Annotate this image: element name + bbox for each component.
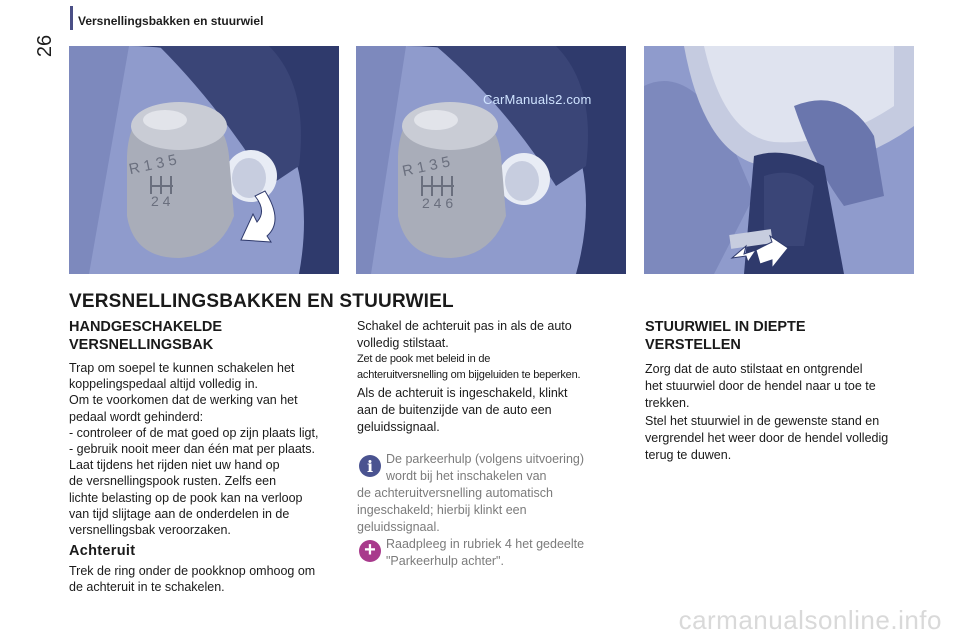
manual-gearbox-text <box>69 360 349 538</box>
knob1-marks: R 1 3 5 <box>127 151 179 179</box>
text-line: de achteruitversnelling automatisch <box>357 486 553 500</box>
text-line: Stel het stuurwiel in de gewenste stand en <box>645 413 880 428</box>
text-line: het stuurwiel door de hendel naar u toe te <box>645 379 876 394</box>
text-line: aan de buitenzijde van de auto een <box>357 403 552 417</box>
text-line: geluidssignaal. <box>357 420 440 434</box>
reverse-text <box>69 563 349 595</box>
text-line: Laat tijdens het rijden niet uw hand op <box>69 458 280 473</box>
header-bar <box>70 6 73 30</box>
knob2-marks: R 1 3 5 <box>400 153 452 181</box>
text-line: Trek de ring onder de pookknop omhoog om <box>69 564 316 578</box>
text-line: de achteruit in te schakelen. <box>69 580 225 595</box>
text-line: "Parkeerhulp achter". <box>386 554 504 568</box>
text-line: - gebruik nooit meer dan één mat per plaats. <box>69 442 315 457</box>
text-line: de versnellingspook rusten. Zelfs een <box>69 474 277 489</box>
text-line: trekken. <box>645 396 690 411</box>
text-line: pedaal wordt gehinderd: <box>69 409 204 424</box>
text-line: vergrendel het weer door de hendel volledig <box>645 430 889 445</box>
text-line: Zet de pook met beleid in de <box>357 353 491 365</box>
text-line: wordt bij het inschakelen van <box>386 469 547 483</box>
text-line: van tijd slijtage aan de onderdelen in de <box>69 506 290 521</box>
text-line: De parkeerhulp (volgens uitvoering) <box>386 452 585 466</box>
text-line: Zorg dat de auto stilstaat en ontgrendel <box>645 362 863 376</box>
text-line: ingeschakeld; hierbij klinkt een <box>357 503 527 517</box>
text-line: terug te duwen. <box>645 448 732 463</box>
text-line: koppelingspedaal altijd volledig in. <box>69 377 259 392</box>
photo-watermark: CarManuals2.com <box>483 92 592 107</box>
knob1-marks-bottom: 2 4 <box>151 193 171 209</box>
photo-gear-knob-5-speed <box>69 46 339 274</box>
text-line: Raadpleeg in rubriek 4 het gedeelte <box>386 537 585 551</box>
text-line: geluidssignaal. <box>357 520 440 534</box>
text-line: Als de achteruit is ingeschakeld, klinkt <box>357 386 568 400</box>
section-title-reverse: Achteruit <box>69 543 136 559</box>
text-line: lichte belasting op de pook kan na verloop <box>69 490 303 505</box>
text-line: volledig stilstaat. <box>357 336 449 350</box>
text-line: Schakel de achteruit pas in als de auto <box>357 319 572 333</box>
photo-steering-wheel-lever <box>644 46 914 274</box>
main-title: VERSNELLINGSBAKKEN EN STUURWIEL <box>69 291 454 312</box>
knob2-marks-bottom: 2 4 6 <box>422 195 454 211</box>
page-number: 26 <box>34 34 56 58</box>
text-line: - controleer of de mat goed op zijn plaats ligt, <box>69 425 319 440</box>
text-line: Om te voorkomen dat de werking van het <box>69 393 298 408</box>
reverse-signal-text <box>357 385 627 436</box>
footer-watermark: carmanualsonline.info <box>678 605 942 635</box>
text-line: Trap om soepel te kunnen schakelen het <box>69 361 295 375</box>
photo-gear-knob-6-speed <box>356 46 626 274</box>
reverse-instructions <box>357 318 627 352</box>
steering-wheel-text <box>645 361 925 464</box>
parking-aid-note-cont <box>357 485 627 536</box>
text-line: versnellingsbak veroorzaken. <box>69 523 231 538</box>
info-icon: i <box>359 455 381 477</box>
reverse-tip <box>357 351 637 383</box>
reference-note <box>386 536 636 570</box>
header-title: Versnellingsbakken en stuurwiel <box>78 14 264 28</box>
section-title-steering-wheel: STUURWIEL IN DIEPTE VERSTELLEN <box>645 319 806 353</box>
plus-icon: + <box>359 540 381 562</box>
text-line: achteruitversnelling om bijgeluiden te beperken. <box>357 369 581 381</box>
section-title-manual-gearbox: HANDGESCHAKELDE VERSNELLINGSBAK <box>69 319 223 353</box>
parking-aid-note <box>386 451 636 485</box>
